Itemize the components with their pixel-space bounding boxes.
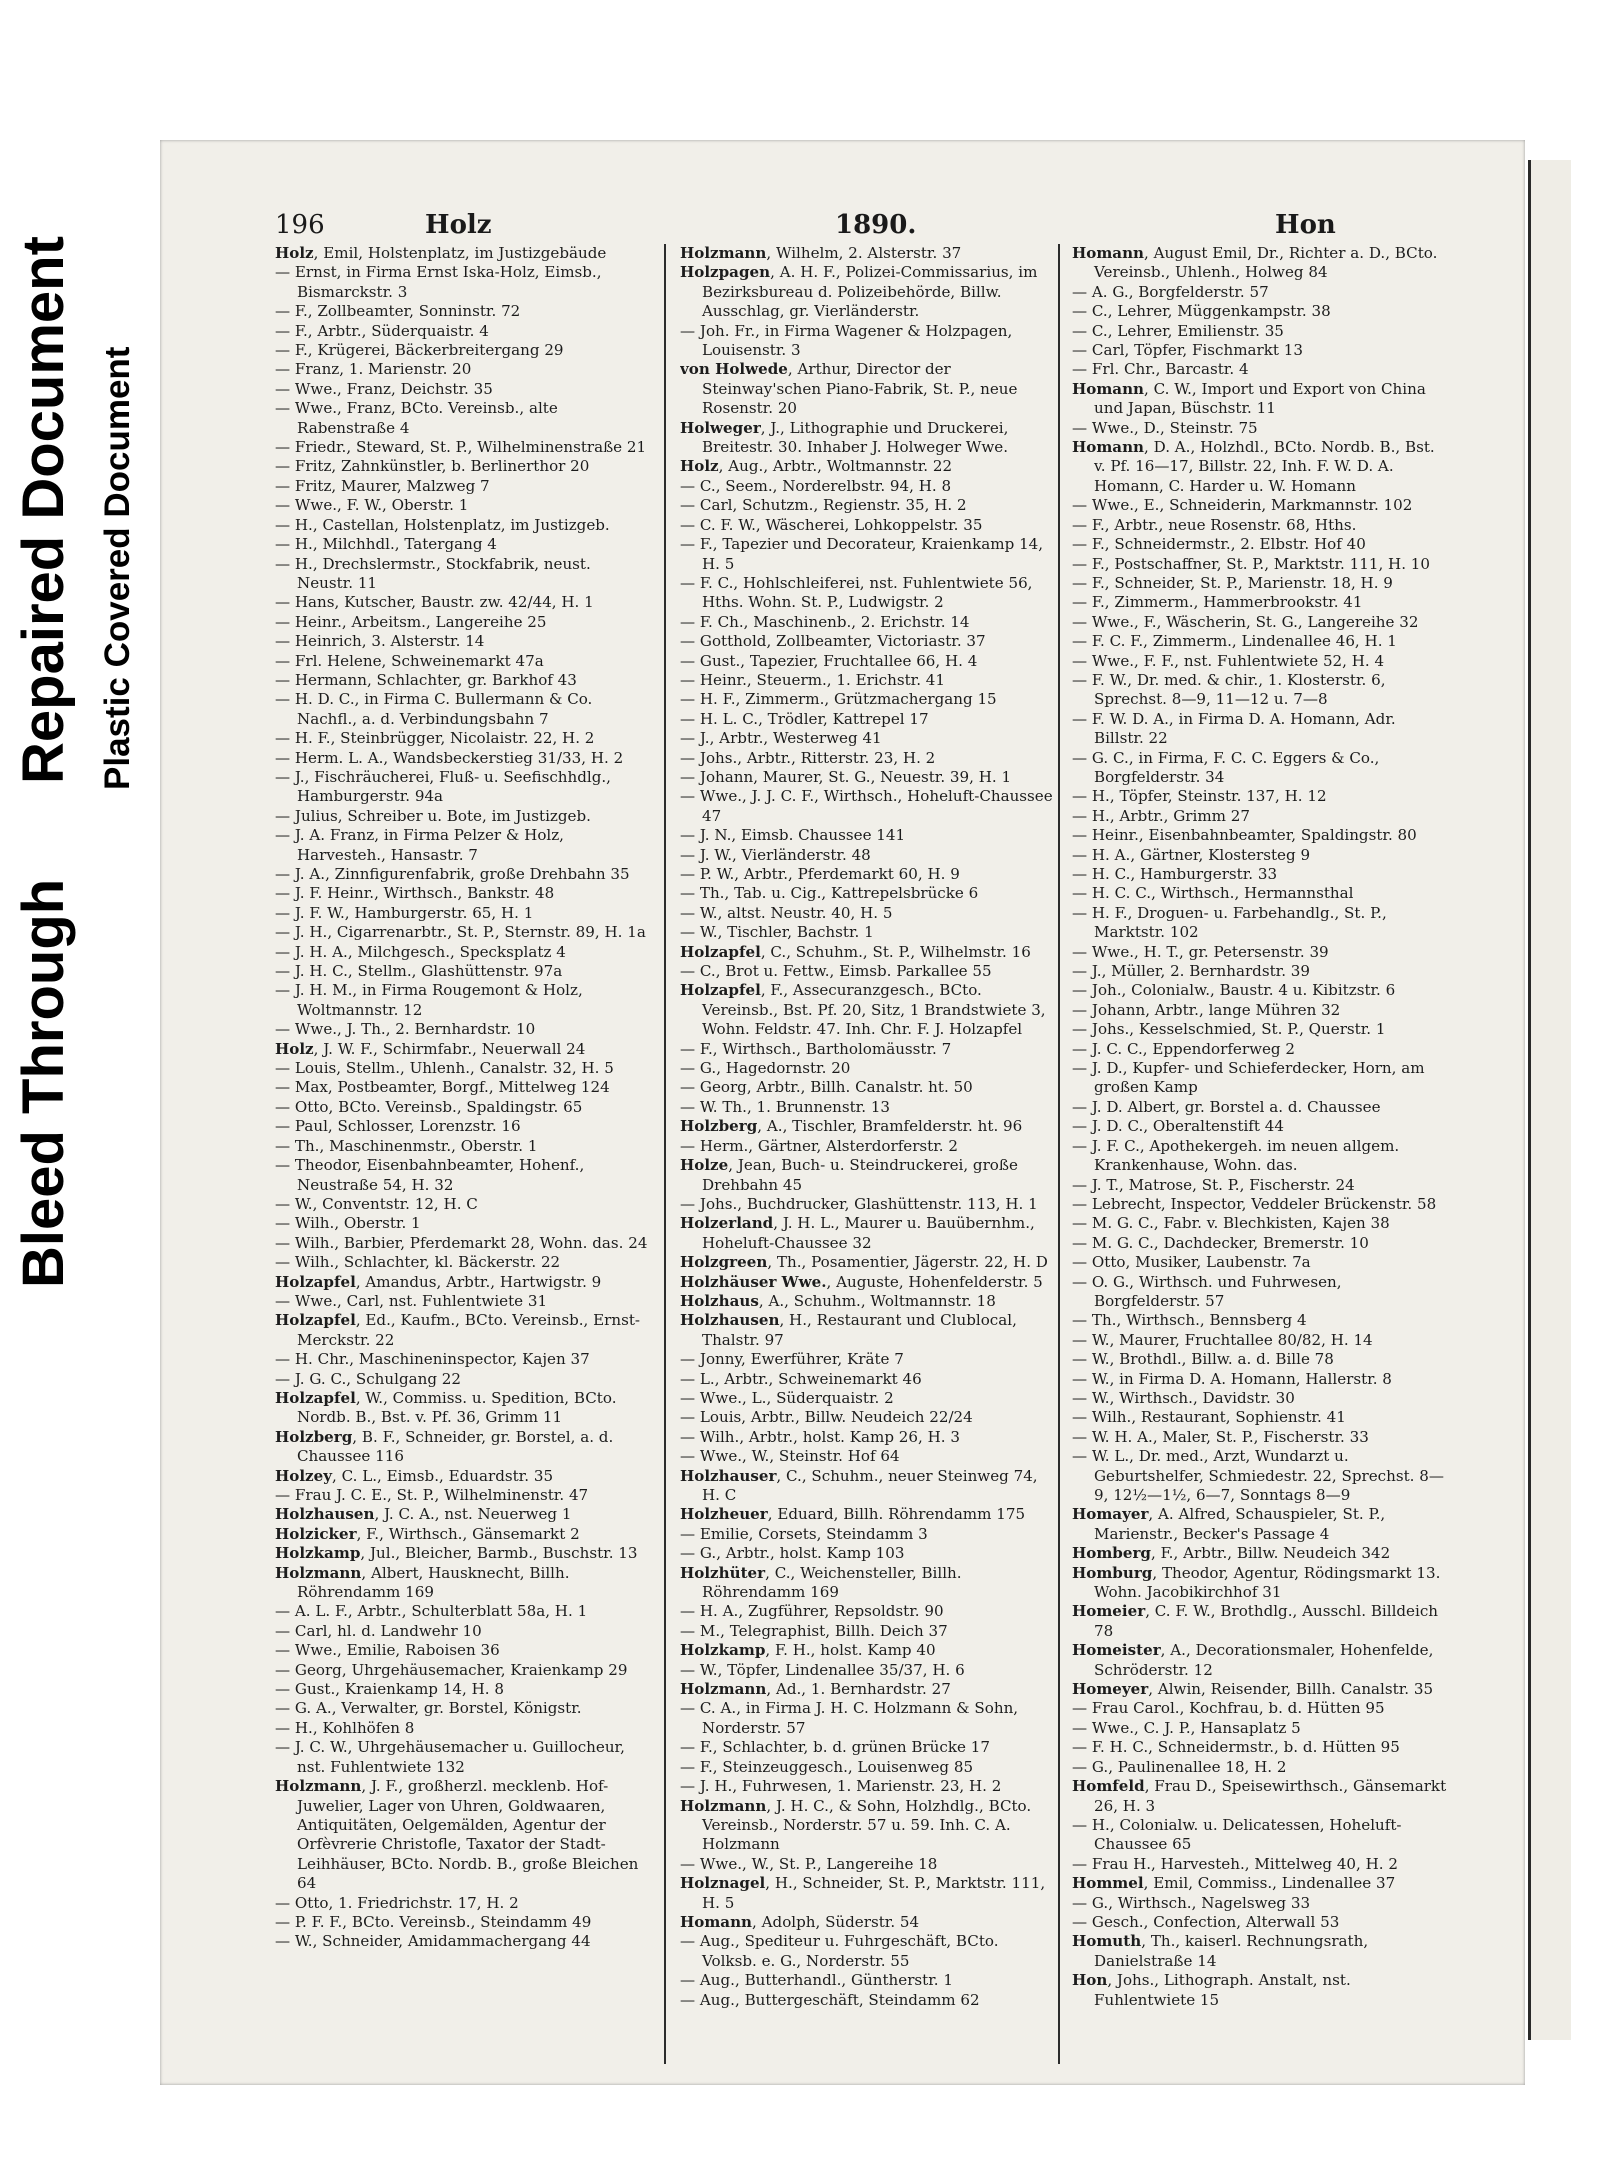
directory-entry: Holzhaus, A., Schuhm., Woltmannstr. 18: [680, 1291, 996, 1310]
directory-entry: — Wwe., F. W., Oberstr. 1: [275, 496, 469, 515]
directory-entry: Holzapfel, Ed., Kaufm., BCto. Vereinsb., Ernst-Merckstr. 22: [275, 1311, 640, 1349]
directory-entry: Holz, J. W. F., Schirmfabr., Neuerwall 24: [275, 1039, 586, 1058]
directory-entry: — H. A., Gärtner, Klostersteg 9: [1072, 845, 1311, 864]
directory-entry: — C. A., in Firma J. H. C. Holzmann & Sohn, Norderstr. 57: [680, 1699, 1019, 1737]
directory-entry: — Wwe., J. J. C. F., Wirthsch., Hoheluft-Chaussee 47: [680, 787, 1053, 825]
directory-entry: — H., Töpfer, Steinstr. 137, H. 12: [1072, 787, 1327, 806]
directory-entry: — F., Arbtr., neue Rosenstr. 68, Hths.: [1072, 515, 1357, 534]
directory-entry: — J. C. W., Uhrgehäusemacher u. Guillocheur, nst. Fuhlentwiete 132: [275, 1738, 625, 1776]
directory-entry: — J. F. C., Apothekergeh. im neuen allgem. Krankenhause, Wohn. das.: [1072, 1136, 1400, 1175]
directory-entry: Holzhauser, C., Schuhm., neuer Steinweg 74, H. C: [680, 1466, 1038, 1504]
directory-entry: — Wwe., Franz, BCto. Vereinsb., alte Rabenstraße 4: [275, 399, 558, 437]
directory-entry: — Aug., Butterhandl., Güntherstr. 1: [680, 1971, 953, 1990]
directory-entry: — W., Tischler, Bachstr. 1: [680, 923, 874, 942]
directory-entry: — Heinrich, 3. Alsterstr. 14: [275, 632, 485, 651]
directory-entry: — Herm. L. A., Wandsbeckerstieg 31/33, H. 2: [275, 748, 624, 767]
directory-entry: — C., Lehrer, Emilienstr. 35: [1072, 321, 1284, 340]
directory-entry: — Jonny, Ewerführer, Kräte 7: [680, 1350, 904, 1369]
directory-entry: — F., Schneider, St. P., Marienstr. 18, H. 9: [1072, 573, 1393, 592]
directory-entry: — W., Töpfer, Lindenallee 35/37, H. 6: [680, 1660, 965, 1679]
directory-entry: — W. Th., 1. Brunnenstr. 13: [680, 1097, 891, 1116]
directory-entry: — G., Hagedornstr. 20: [680, 1059, 851, 1078]
directory-entry: — J., Müller, 2. Bernhardstr. 39: [1072, 962, 1311, 981]
directory-entry: — Aug., Buttergeschäft, Steindamm 62: [680, 1990, 980, 2009]
directory-entry: — H. F., Steinbrügger, Nicolaistr. 22, H. 2: [275, 729, 595, 748]
directory-entry: — Carl, Töpfer, Fischmarkt 13: [1072, 341, 1303, 360]
directory-entry: — Gotthold, Zollbeamter, Victoriastr. 37: [680, 632, 986, 651]
directory-entry: — F. W., Dr. med. & chir., 1. Klosterstr. 6, Sprechst. 8—9, 11—12 u. 7—8: [1072, 670, 1386, 709]
next-page-edge: [1528, 160, 1571, 2040]
directory-entry: — Carl, Schutzm., Regienstr. 35, H. 2: [680, 496, 967, 515]
directory-entry: — Th., Wirthsch., Bennsberg 4: [1072, 1311, 1307, 1330]
directory-entry: — Fritz, Maurer, Malzweg 7: [275, 476, 490, 495]
directory-entry: Holzey, C. L., Eimsb., Eduardstr. 35: [275, 1466, 554, 1485]
directory-entry: — Johann, Arbtr., lange Mühren 32: [1072, 1000, 1341, 1019]
directory-entry: Holzerland, J. H. L., Maurer u. Bauübernhm., Hoheluft-Chaussee 32: [680, 1214, 1035, 1252]
directory-entry: Holze, Jean, Buch- u. Steindruckerei, große Drehbahn 45: [680, 1156, 1018, 1194]
directory-entry: — W., Schneider, Amidammachergang 44: [275, 1932, 591, 1951]
directory-entry: Homayer, A. Alfred, Schauspieler, St. P., Marienstr., Becker's Passage 4: [1072, 1505, 1386, 1543]
directory-entry: — Wilh., Barbier, Pferdemarkt 28, Wohn. das. 24: [275, 1233, 648, 1252]
directory-entry: Hommel, Emil, Commiss., Lindenallee 37: [1072, 1874, 1396, 1893]
directory-entry: — Max, Postbeamter, Borgf., Mittelweg 124: [275, 1078, 610, 1097]
directory-entry: Holzicker, F., Wirthsch., Gänsemarkt 2: [275, 1524, 580, 1543]
bleed-through-label: Bleed Through: [11, 878, 76, 1288]
directory-entry: — W., Conventstr. 12, H. C: [275, 1194, 478, 1213]
directory-entry: — Wwe., E., Schneiderin, Markmannstr. 102: [1072, 496, 1413, 515]
directory-entry: — F., Zimmerm., Hammerbrookstr. 41: [1072, 593, 1363, 612]
directory-entry: — Johann, Maurer, St. G., Neuestr. 39, H. 1: [680, 767, 1012, 786]
directory-entry: — Frl. Helene, Schweinemarkt 47a: [275, 651, 544, 670]
directory-entry: — J. D. C., Oberaltenstift 44: [1072, 1117, 1284, 1136]
directory-entry: Holzapfel, F., Assecuranzgesch., BCto. Vereinsb., Bst. Pf. 20, Sitz, 1 Brandstwiete 3, Wohn. Feldstr. 47. Inh. Chr. F. J. Holzapfel: [680, 981, 1046, 1039]
directory-entry: — J. W., Vierländerstr. 48: [680, 845, 871, 864]
directory-entry: — F., Wirthsch., Bartholomäusstr. 7: [680, 1039, 952, 1058]
directory-entry: Homann, C. W., Import und Export von China und Japan, Büschstr. 11: [1072, 379, 1426, 418]
directory-entry: Holz, Aug., Arbtr., Woltmannstr. 22: [680, 457, 953, 476]
directory-entry: — Wwe., Emilie, Raboisen 36: [275, 1641, 500, 1660]
column-3: [1072, 244, 1447, 2074]
directory-entry: — Heinr., Steuerm., 1. Erichstr. 41: [680, 670, 946, 689]
directory-entry: — W. H. A., Maler, St. P., Fischerstr. 33: [1072, 1427, 1369, 1446]
directory-entry: Holzmann, Ad., 1. Bernhardstr. 27: [680, 1680, 951, 1699]
column-1: [275, 244, 650, 2074]
directory-entry: — Georg, Arbtr., Billh. Canalstr. ht. 50: [680, 1078, 973, 1097]
directory-entry: Holzpagen, A. H. F., Polizei-Commissarius, im Bezirksbureau d. Polizeibehörde, Billw. Ausschlag, gr. Vierländerstr.: [680, 263, 1038, 321]
directory-entry: — F., Zollbeamter, Sonninstr. 72: [275, 302, 521, 321]
directory-entry: — Frau Carol., Kochfrau, b. d. Hütten 95: [1072, 1699, 1385, 1718]
directory-entry: — H. A., Zugführer, Repsoldstr. 90: [680, 1602, 944, 1621]
directory-entry: — Otto, BCto. Vereinsb., Spaldingstr. 65: [275, 1097, 583, 1116]
directory-entry: — H., Kohlhöfen 8: [275, 1718, 415, 1737]
directory-entry: — W., Wirthsch., Davidstr. 30: [1072, 1388, 1295, 1407]
directory-entry: — J., Fischräucherei, Fluß- u. Seefischhdlg., Hamburgerstr. 94a: [275, 767, 611, 806]
directory-entry: — W. L., Dr. med., Arzt, Wundarzt u. Geburtshelfer, Schmiedestr. 22, Sprechst. 8—9, 12½—1½, 6—7, Sonntags 8—9: [1072, 1447, 1444, 1504]
directory-entry: Holzhüter, C., Weichensteller, Billh. Röhrendamm 169: [680, 1563, 962, 1602]
directory-entry: — G. A., Verwalter, gr. Borstel, Königstr.: [275, 1699, 582, 1718]
directory-entry: — Emilie, Corsets, Steindamm 3: [680, 1524, 928, 1543]
directory-entry: Homeier, C. F. W., Brothdlg., Ausschl. Billdeich 78: [1072, 1602, 1438, 1640]
page-number: 196: [275, 210, 325, 240]
directory-entry: — H., Drechslermstr., Stockfabrik, neust. Neustr. 11: [275, 554, 591, 592]
directory-entry: — Wilh., Schlachter, kl. Bäckerstr. 22: [275, 1253, 561, 1272]
directory-entry: — Wilh., Oberstr. 1: [275, 1214, 421, 1233]
directory-entry: — Th., Maschinenmstr., Oberstr. 1: [275, 1136, 538, 1155]
directory-entry: — C., Brot u. Fettw., Eimsb. Parkallee 55: [680, 962, 992, 981]
directory-entry: Holzhausen, J. C. A., nst. Neuerweg 1: [275, 1505, 572, 1524]
header-first-word: Holz: [425, 210, 492, 240]
directory-entry: — P. W., Arbtr., Pferdemarkt 60, H. 9: [680, 865, 960, 883]
directory-entry: — M., Telegraphist, Billh. Deich 37: [680, 1621, 948, 1640]
directory-entry: — C., Lehrer, Müggenkampstr. 38: [1072, 302, 1331, 321]
directory-entry: — M. G. C., Dachdecker, Bremerstr. 10: [1072, 1233, 1369, 1252]
directory-entry: — Otto, 1. Friedrichstr. 17, H. 2: [275, 1893, 519, 1912]
directory-entry: — Gust., Tapezier, Fruchtallee 66, H. 4: [680, 651, 978, 670]
directory-entry: — Wilh., Restaurant, Sophienstr. 41: [1072, 1408, 1346, 1427]
directory-entry: — J. A., Zinnfigurenfabrik, große Drehbahn 35: [275, 865, 630, 883]
directory-entry: — Fritz, Zahnkünstler, b. Berlinerthor 20: [275, 457, 590, 476]
directory-entry: — Georg, Uhrgehäusemacher, Kraienkamp 29: [275, 1660, 628, 1679]
directory-entry: — J. T., Matrose, St. P., Fischerstr. 24: [1072, 1175, 1355, 1194]
directory-entry: — O. G., Wirthsch. und Fuhrwesen, Borgfelderstr. 57: [1072, 1272, 1342, 1310]
directory-entry: — J. H., Cigarrenarbtr., St. P., Sternstr. 89, H. 1a: [275, 923, 646, 942]
directory-entry: — Wwe., J. Th., 2. Bernhardstr. 10: [275, 1020, 536, 1039]
directory-entry: — Julius, Schreiber u. Bote, im Justizgeb.: [275, 806, 591, 825]
directory-entry: — F. C., Hohlschleiferei, nst. Fuhlentwiete 56, Hths. Wohn. St. P., Ludwigstr. 2: [680, 573, 1033, 612]
directory-entry: — Wwe., W., St. P., Langereihe 18: [680, 1854, 938, 1873]
directory-entry: Holzkamp, F. H., holst. Kamp 40: [680, 1641, 936, 1660]
directory-entry: — W., Brothdl., Billw. a. d. Bille 78: [1072, 1350, 1334, 1369]
directory-entry: — Wwe., F. F., nst. Fuhlentwiete 52, H. 4: [1072, 651, 1385, 670]
directory-entry: — Wwe., W., Steinstr. Hof 64: [680, 1447, 900, 1466]
directory-entry: — F., Schlachter, b. d. grünen Brücke 17: [680, 1738, 990, 1757]
directory-entry: Holzhausen, H., Restaurant und Clublocal, Thalstr. 97: [680, 1311, 1017, 1349]
directory-entry: Holzapfel, C., Schuhm., St. P., Wilhelmstr. 16: [680, 942, 1031, 961]
directory-entry: Homfeld, Frau D., Speisewirthsch., Gänsemarkt 26, H. 3: [1072, 1777, 1447, 1815]
directory-entry: — J. D., Kupfer- und Schieferdecker, Horn, am großen Kamp: [1072, 1059, 1425, 1097]
directory-entry: Holznagel, H., Schneider, St. P., Marktstr. 111, H. 5: [680, 1874, 1046, 1912]
directory-entry: — Wwe., Carl, nst. Fuhlentwiete 31: [275, 1291, 548, 1310]
directory-entry: Holzheuer, Eduard, Billh. Röhrendamm 175: [680, 1505, 1026, 1524]
directory-entry: — Frau J. C. E., St. P., Wilhelminenstr. 47: [275, 1486, 589, 1504]
directory-entry: — H. F., Zimmerm., Grützmachergang 15: [680, 690, 997, 709]
directory-entry: — Wwe., L., Süderquaistr. 2: [680, 1388, 894, 1407]
directory-entry: Holzberg, A., Tischler, Bramfelderstr. ht. 96: [680, 1117, 1023, 1136]
directory-entry: Holzmann, J. H. C., & Sohn, Holzhdlg., BCto. Vereinsb., Norderstr. 57 u. 59. Inh. C. A. Holzmann: [680, 1796, 1032, 1854]
header-year: 1890.: [835, 210, 917, 240]
directory-entry: — Gust., Kraienkamp 14, H. 8: [275, 1680, 504, 1699]
directory-entry: — Joh. Fr., in Firma Wagener & Holzpagen, Louisenstr. 3: [680, 321, 1013, 360]
directory-page: [160, 140, 1525, 2085]
directory-entry: — J. H. C., Stellm., Glashüttenstr. 97a: [275, 962, 563, 981]
directory-entry: — Heinr., Arbeitsm., Langereihe 25: [275, 612, 547, 631]
directory-entry: Homuth, Th., kaiserl. Rechnungsrath, Danielstraße 14: [1072, 1932, 1369, 1970]
directory-entry: Holzmann, J. F., großherzl. mecklenb. Hof-Juwelier, Lager von Uhren, Goldwaaren, Antiquitäten, Oelgemälden, Agentur der Orfèvrerie Christofle, Taxator der Stadt-Leihhäuser, BCto. Nordb. B., große Bleichen 64: [275, 1777, 639, 1893]
directory-entry: — Johs., Arbtr., Ritterstr. 23, H. 2: [680, 748, 936, 767]
directory-entry: — F., Steinzeuggesch., Louisenweg 85: [680, 1757, 974, 1776]
directory-entry: — H. L. C., Trödler, Kattrepel 17: [680, 709, 929, 728]
directory-entry: Hon, Johs., Lithograph. Anstalt, nst. Fuhlentwiete 15: [1072, 1971, 1351, 2009]
directory-entry: — C. F. W., Wäscherei, Lohkoppelstr. 35: [680, 515, 983, 534]
directory-entry: Holzberg, B. F., Schneider, gr. Borstel, a. d. Chaussee 116: [275, 1427, 614, 1466]
directory-entry: — J. F. Heinr., Wirthsch., Bankstr. 48: [275, 884, 555, 903]
directory-entry: Holzhäuser Wwe., Auguste, Hohenfelderstr. 5: [680, 1272, 1043, 1291]
header-last-word: Hon: [1275, 210, 1336, 240]
directory-entry: — Wilh., Arbtr., holst. Kamp 26, H. 3: [680, 1427, 960, 1446]
directory-entry: Holzapfel, W., Commiss. u. Spedition, BCto. Nordb. B., Bst. v. Pf. 36, Grimm 11: [275, 1388, 617, 1427]
directory-entry: — J. C. C., Eppendorferweg 2: [1072, 1039, 1295, 1058]
directory-entry: — J. H. M., in Firma Rougemont & Holz, Woltmannstr. 12: [275, 981, 583, 1019]
directory-entry: — Wwe., Franz, Deichstr. 35: [275, 379, 493, 398]
directory-entry: Holzgreen, Th., Posamentier, Jägerstr. 22, H. D: [680, 1253, 1048, 1272]
directory-entry: — W., altst. Neustr. 40, H. 5: [680, 903, 893, 922]
directory-entry: — J. H., Fuhrwesen, 1. Marienstr. 23, H. 2: [680, 1777, 1002, 1796]
directory-entry: — Franz, 1. Marienstr. 20: [275, 360, 472, 379]
directory-entry: Homann, August Emil, Dr., Richter a. D., BCto. Vereinsb., Uhlenh., Holweg 84: [1072, 244, 1438, 282]
directory-entry: — Carl, hl. d. Landwehr 10: [275, 1621, 482, 1640]
directory-entry: — G. C., in Firma, F. C. C. Eggers & Co., Borgfelderstr. 34: [1072, 748, 1380, 786]
directory-entry: — Heinr., Eisenbahnbeamter, Spaldingstr. 80: [1072, 826, 1417, 845]
directory-entry: — J. F. W., Hamburgerstr. 65, H. 1: [275, 903, 534, 922]
directory-entry: — Herm., Gärtner, Alsterdorferstr. 2: [680, 1136, 959, 1155]
directory-entry: — Wwe., F., Wäscherin, St. G., Langereihe 32: [1072, 612, 1419, 631]
directory-entry: — Frl. Chr., Barcastr. 4: [1072, 360, 1249, 379]
directory-entry: — Hans, Kutscher, Baustr. zw. 42/44, H. 1: [275, 593, 594, 612]
directory-entry: — F. H. C., Schneidermstr., b. d. Hütten 95: [1072, 1738, 1400, 1757]
directory-entry: — J. A. Franz, in Firma Pelzer & Holz, Harvesteh., Hansastr. 7: [275, 826, 564, 864]
directory-entry: — H. Chr., Maschineninspector, Kajen 37: [275, 1350, 590, 1369]
directory-entry: — F., Krügerei, Bäckerbreitergang 29: [275, 341, 564, 360]
directory-entry: — Hermann, Schlachter, gr. Barkhof 43: [275, 670, 577, 689]
directory-entry: Homeister, A., Decorationsmaler, Hohenfelde, Schröderstr. 12: [1072, 1641, 1434, 1679]
directory-entry: — F., Schneidermstr., 2. Elbstr. Hof 40: [1072, 535, 1366, 554]
directory-entry: — Theodor, Eisenbahnbeamter, Hohenf., Neustraße 54, H. 32: [275, 1156, 585, 1194]
directory-entry: — Johs., Buchdrucker, Glashüttenstr. 113, H. 1: [680, 1194, 1038, 1213]
directory-entry: — M. G. C., Fabr. v. Blechkisten, Kajen 38: [1072, 1214, 1390, 1233]
directory-entry: Holz, Emil, Holstenplatz, im Justizgebäude: [275, 244, 607, 262]
directory-entry: — J., Arbtr., Westerweg 41: [680, 729, 882, 748]
directory-entry: — Louis, Arbtr., Billw. Neudeich 22/24: [680, 1408, 973, 1427]
directory-entry: — W., in Firma D. A. Homann, Hallerstr. 8: [1072, 1369, 1392, 1388]
directory-entry: — J. G. C., Schulgang 22: [275, 1369, 461, 1388]
directory-entry: — H., Castellan, Holstenplatz, im Justizgeb.: [275, 515, 610, 534]
column-divider: [664, 244, 666, 2064]
directory-entry: Homeyer, Alwin, Reisender, Billh. Canalstr. 35: [1072, 1680, 1434, 1699]
column-divider: [1058, 244, 1060, 2064]
directory-entry: — H., Arbtr., Grimm 27: [1072, 806, 1250, 825]
directory-entry: Holweger, J., Lithographie und Druckerei, Breitestr. 30. Inhaber J. Holweger Wwe.: [680, 418, 1009, 457]
directory-entry: — W., Maurer, Fruchtallee 80/82, H. 14: [1072, 1330, 1373, 1349]
directory-entry: — Joh., Colonialw., Baustr. 4 u. Kibitzstr. 6: [1072, 981, 1396, 1000]
directory-entry: — Wwe., D., Steinstr. 75: [1072, 418, 1258, 437]
directory-entry: — Lebrecht, Inspector, Veddeler Brückenstr. 58: [1072, 1194, 1437, 1213]
directory-entry: — A. L. F., Arbtr., Schulterblatt 58a, H. 1: [275, 1602, 588, 1621]
directory-entry: — F., Tapezier und Decorateur, Kraienkamp 14, H. 5: [680, 535, 1044, 573]
directory-entry: — L., Arbtr., Schweinemarkt 46: [680, 1369, 922, 1388]
directory-entry: — Ernst, in Firma Ernst Iska-Holz, Eimsb., Bismarckstr. 3: [275, 263, 602, 301]
directory-entry: — Wwe., C. J. P., Hansaplatz 5: [1072, 1718, 1301, 1737]
directory-entry: Holzkamp, Jul., Bleicher, Barmb., Buschstr. 13: [275, 1544, 638, 1563]
directory-entry: — H. C. C., Wirthsch., Hermannsthal: [1072, 884, 1354, 903]
directory-entry: — J. H. A., Milchgesch., Specksplatz 4: [275, 942, 566, 961]
directory-entry: Holzmann, Albert, Hausknecht, Billh. Röhrendamm 169: [275, 1563, 570, 1602]
directory-entry: — F., Arbtr., Süderquaistr. 4: [275, 321, 489, 340]
directory-entry: — H. F., Droguen- u. Farbehandlg., St. P., Marktstr. 102: [1072, 903, 1387, 942]
directory-entry: — Aug., Spediteur u. Fuhrgeschäft, BCto. Volksb. e. G., Norderstr. 55: [680, 1932, 999, 1970]
directory-entry: — C., Seem., Norderelbstr. 94, H. 8: [680, 476, 952, 495]
directory-entry: — A. G., Borgfelderstr. 57: [1072, 282, 1269, 301]
directory-entry: — P. F. F., BCto. Vereinsb., Steindamm 49: [275, 1912, 592, 1931]
directory-entry: — J. D. Albert, gr. Borstel a. d. Chaussee: [1072, 1097, 1381, 1116]
directory-entry: — H., Colonialw. u. Delicatessen, Hoheluft-Chaussee 65: [1072, 1815, 1402, 1854]
repaired-document-label: Repaired Document: [11, 236, 76, 784]
directory-entry: — F. C. F., Zimmerm., Lindenallee 46, H. 1: [1072, 632, 1397, 651]
directory-entry: — Louis, Stellm., Uhlenh., Canalstr. 32, H. 5: [275, 1059, 614, 1078]
directory-entry: — F. Ch., Maschinenb., 2. Erichstr. 14: [680, 612, 970, 631]
directory-entry: Homburg, Theodor, Agentur, Rödingsmarkt 13. Wohn. Jacobikirchhof 31: [1072, 1563, 1441, 1602]
directory-entry: — Friedr., Steward, St. P., Wilhelminenstraße 21: [275, 438, 647, 457]
directory-entry: — Paul, Schlosser, Lorenzstr. 16: [275, 1117, 521, 1136]
directory-entry: — Gesch., Confection, Alterwall 53: [1072, 1912, 1340, 1931]
directory-entry: — Frau H., Harvesteh., Mittelweg 40, H. 2: [1072, 1854, 1398, 1873]
directory-entry: — Th., Tab. u. Cig., Kattrepelsbrücke 6: [680, 884, 979, 903]
directory-entry: — F. W. D. A., in Firma D. A. Homann, Adr. Billstr. 22: [1072, 709, 1396, 748]
directory-entry: — F., Postschaffner, St. P., Marktstr. 111, H. 10: [1072, 554, 1431, 573]
directory-entry: Holzmann, Wilhelm, 2. Alsterstr. 37: [680, 244, 962, 262]
directory-entry: — G., Wirthsch., Nagelsweg 33: [1072, 1893, 1311, 1912]
directory-entry: — H., Milchhdl., Tatergang 4: [275, 535, 497, 554]
directory-entry: — Wwe., H. T., gr. Petersenstr. 39: [1072, 942, 1329, 961]
directory-entry: Homberg, F., Arbtr., Billw. Neudeich 342: [1072, 1544, 1391, 1563]
directory-entry: — Johs., Kesselschmied, St. P., Querstr. 1: [1072, 1020, 1386, 1039]
column-2: [680, 244, 1055, 2074]
directory-entry: — H. C., Hamburgerstr. 33: [1072, 865, 1278, 883]
directory-entry: — H. D. C., in Firma C. Bullermann & Co. Nachfl., a. d. Verbindungsbahn 7: [275, 690, 593, 728]
directory-entry: Homann, D. A., Holzhdl., BCto. Nordb. B., Bst. v. Pf. 16—17, Billstr. 22, Inh. F. W. D. A. Homann, C. Harder u. W. Homann: [1072, 438, 1435, 495]
directory-entry: Homann, Adolph, Süderstr. 54: [680, 1912, 920, 1931]
directory-entry: von Holwede, Arthur, Director der Steinway'schen Piano-Fabrik, St. P., neue Rosenstr. 20: [680, 360, 1018, 418]
directory-entry: — G., Arbtr., holst. Kamp 103: [680, 1544, 905, 1563]
plastic-covered-label: Plastic Covered Document: [98, 346, 137, 790]
directory-entry: — Otto, Musiker, Laubenstr. 7a: [1072, 1253, 1311, 1272]
directory-entry: — G., Paulinenallee 18, H. 2: [1072, 1757, 1287, 1776]
directory-entry: — J. N., Eimsb. Chaussee 141: [680, 826, 906, 845]
directory-entry: Holzapfel, Amandus, Arbtr., Hartwigstr. 9: [275, 1272, 602, 1291]
